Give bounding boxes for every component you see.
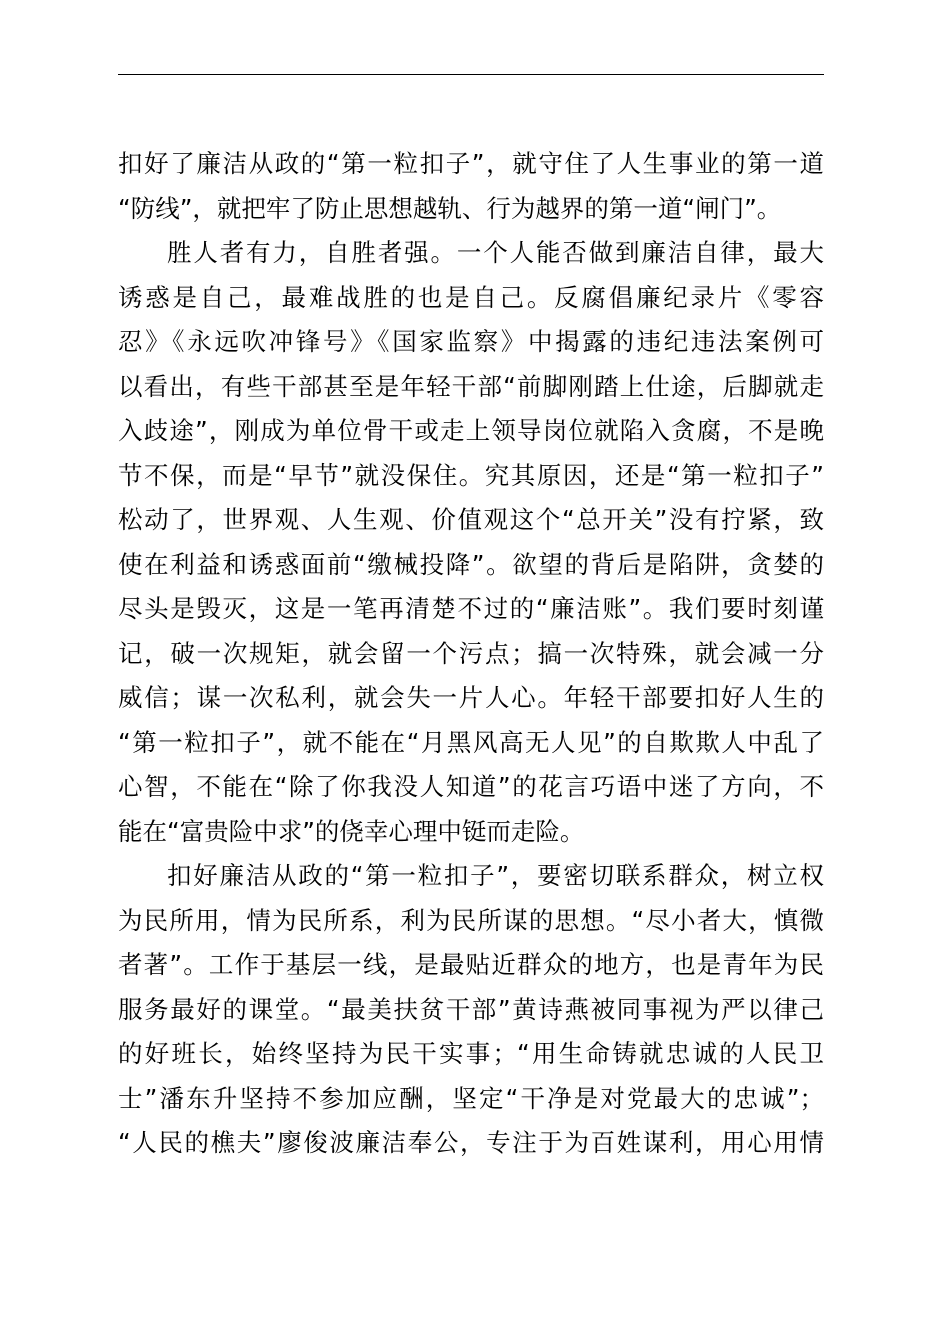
text-line: “防线”，就把牢了防止思想越轨、行为越界的第一道“闸门”。 bbox=[118, 193, 782, 223]
text-line: 节不保，而是“早节”就没保住。究其原因，还是“第一粒扣子” bbox=[118, 460, 824, 490]
text-line: 扣好了廉洁从政的“第一粒扣子”，就守住了人生事业的第一道 bbox=[118, 149, 824, 178]
text-line: 松动了，世界观、人生观、价值观这个“总开关”没有拧紧，致 bbox=[118, 505, 824, 534]
text-line: 诱惑是自己，最难战胜的也是自己。反腐倡廉纪录片《零容 bbox=[118, 282, 824, 312]
text-line: “第一粒扣子”，就不能在“月黑风高无人见”的自欺欺人中乱了 bbox=[118, 727, 824, 757]
text-line: “人民的樵夫”廖俊波廉洁奉公，专注于为百姓谋利，用心用情 bbox=[118, 1128, 824, 1157]
text-line: 为民所用，情为民所系，利为民所谋的思想。“尽小者大，慎微 bbox=[118, 905, 824, 935]
text-line: 的好班长，始终坚持为民干实事；“用生命铸就忠诚的人民卫 bbox=[118, 1039, 824, 1068]
text-line: 使在利益和诱惑面前“缴械投降”。欲望的背后是陷阱，贪婪的 bbox=[118, 549, 824, 579]
body-text bbox=[118, 142, 824, 1166]
text-line: 服务最好的课堂。“最美扶贫干部”黄诗燕被同事视为严以律己 bbox=[118, 994, 824, 1024]
text-line: 以看出，有些干部甚至是年轻干部“前脚刚踏上仕途，后脚就走 bbox=[118, 371, 824, 401]
text-line: 记，破一次规矩，就会留一个污点；搞一次特殊，就会减一分 bbox=[118, 638, 824, 668]
text-line: 心智，不能在“除了你我没人知道”的花言巧语中迷了方向，不 bbox=[118, 772, 824, 801]
paragraph-1 bbox=[118, 142, 824, 231]
text-line: 扣好廉洁从政的“第一粒扣子”，要密切联系群众，树立权 bbox=[167, 861, 824, 890]
text-line: 入歧途”，刚成为单位骨干或走上领导岗位就陷入贪腐，不是晚 bbox=[118, 416, 824, 445]
text-line: 能在“富贵险中求”的侥幸心理中铤而走险。 bbox=[118, 816, 585, 846]
header-rule bbox=[118, 74, 824, 75]
text-line: 忍》《永远吹冲锋号》《国家监察》中揭露的违纪违法案例可 bbox=[118, 327, 824, 356]
text-line: 胜人者有力，自胜者强。一个人能否做到廉洁自律，最大 bbox=[167, 238, 824, 267]
text-line: 威信；谋一次私利，就会失一片人心。年轻干部要扣好人生的 bbox=[118, 683, 824, 712]
paragraph-2 bbox=[118, 231, 824, 854]
text-line: 者著”。工作于基层一线，是最贴近群众的地方，也是青年为民 bbox=[118, 950, 824, 979]
paragraph-3 bbox=[118, 854, 824, 1166]
text-line: 尽头是毁灭，这是一笔再清楚不过的“廉洁账”。我们要时刻谨 bbox=[118, 594, 824, 623]
text-line: 士”潘东升坚持不参加应酬，坚定“干净是对党最大的忠诚”； bbox=[118, 1083, 824, 1113]
